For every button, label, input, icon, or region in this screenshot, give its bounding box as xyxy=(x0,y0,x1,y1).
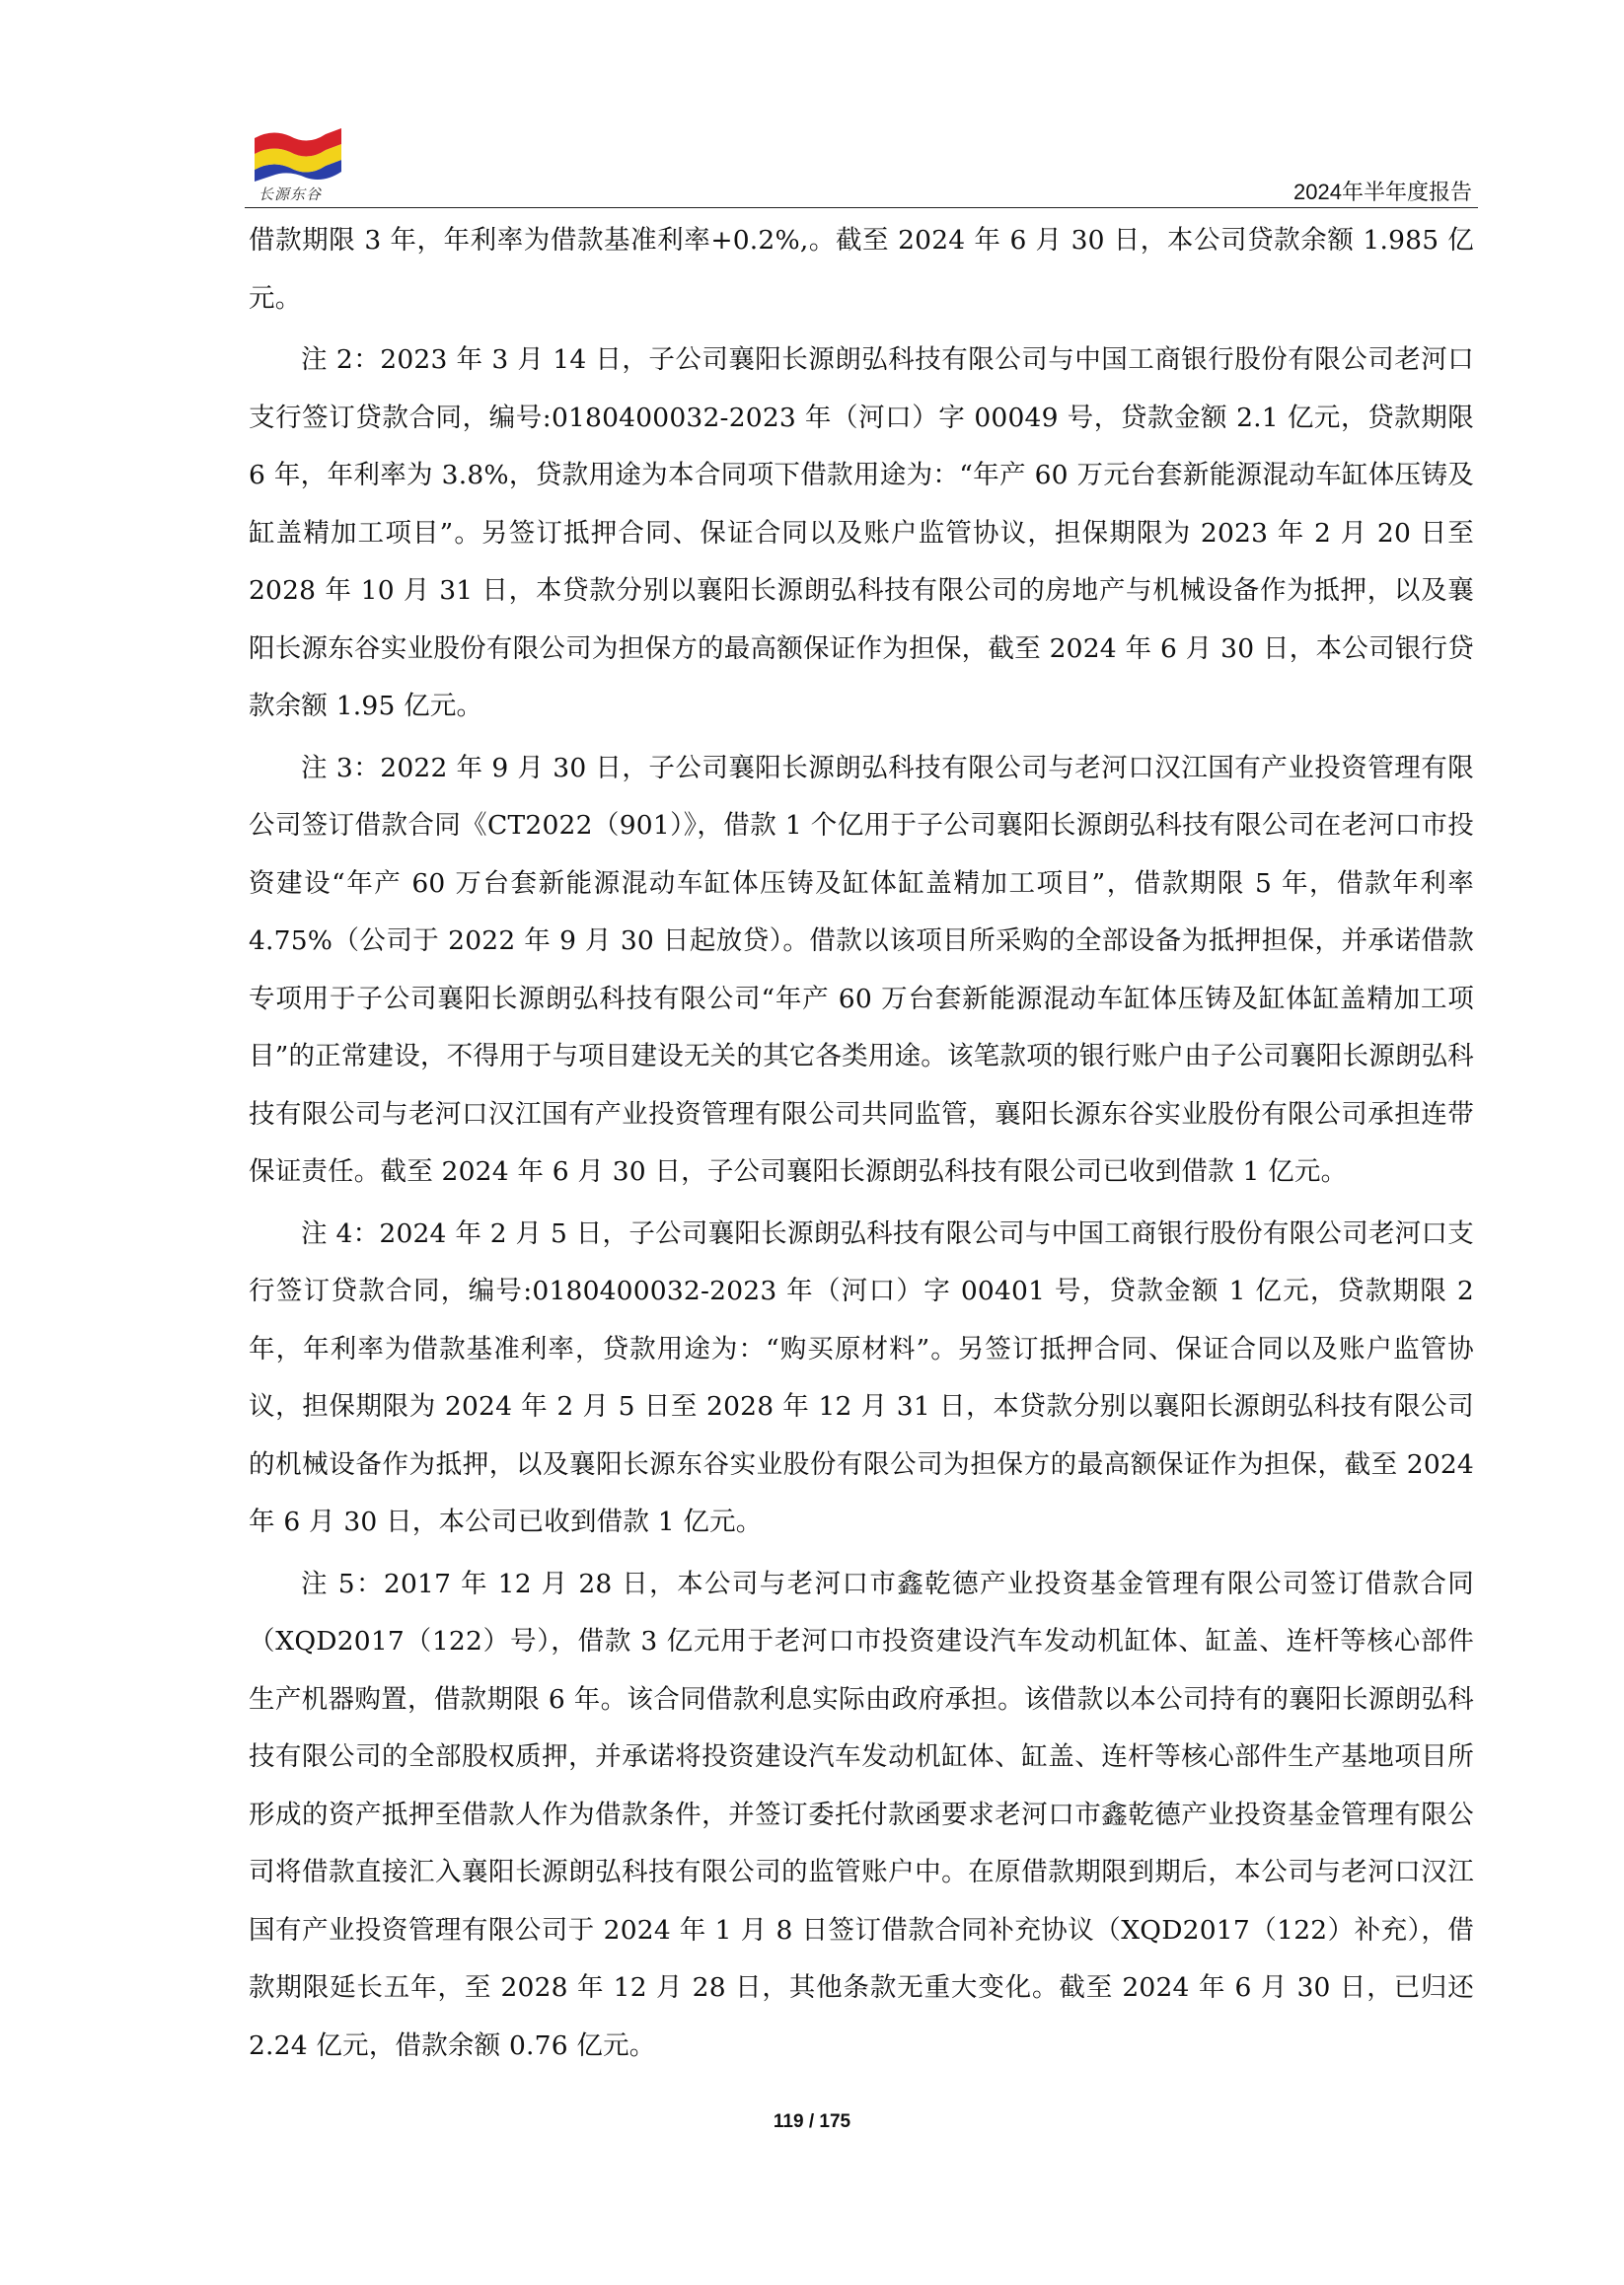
paragraph-note-2: 注 2：2023 年 3 月 14 日，子公司襄阳长源朗弘科技有限公司与中国工商银行股份有限公司老河口支行签订贷款合同，编号:0180400032-2023 年（河口）字 00049 号，贷款金额 2.1 亿元，贷款期限 6 年，年利率为 3.8%，贷款用途为本合同项下借款用途为：“年产 60 万元台套新能源混动车缸体压铸及缸盖精加工项目”。另签订抵押合同、保证合同以及账户监管协议，担保期限为 2023 年 2 月 20 日至 2028 年 10 月 31 日，本贷款分别以襄阳长源朗弘科技有限公司的房地产与机械设备作为抵押，以及襄阳长源东谷实业股份有限公司为担保方的最高额保证作为担保，截至 2024 年 6 月 30 日，本公司银行贷款余额 1.95 亿元。 xyxy=(249,344,1474,721)
paragraph-continuation: 借款期限 3 年，年利率为借款基准利率+0.2%,。截至 2024 年 6 月 30 日，本公司贷款余额 1.985 亿元。 xyxy=(249,225,1474,314)
document-body xyxy=(249,212,1474,2079)
company-logo-mark-icon xyxy=(253,120,343,184)
page-header xyxy=(245,116,1478,207)
paragraph-note-4: 注 4：2024 年 2 月 5 日，子公司襄阳长源朗弘科技有限公司与中国工商银行股份有限公司老河口支行签订贷款合同，编号:0180400032-2023 年（河口）字 00401 号，贷款金额 1 亿元，贷款期限 2 年，年利率为借款基准利率，贷款用途为：“购买原材料”。另签订抵押合同、保证合同以及账户监管协议，担保期限为 2024 年 2 月 5 日至 2028 年 12 月 31 日，本贷款分别以襄阳长源朗弘科技有限公司的机械设备作为抵押，以及襄阳长源东谷实业股份有限公司为担保方的最高额保证作为担保，截至 2024 年 6 月 30 日，本公司已收到借款 1 亿元。 xyxy=(249,1217,1474,1537)
header-divider xyxy=(245,207,1478,208)
paragraph-note-3: 注 3：2022 年 9 月 30 日，子公司襄阳长源朗弘科技有限公司与老河口汉江国有产业投资管理有限公司签订借款合同《CT2022（901）》，借款 1 个亿用于子公司襄阳长源朗弘科技有限公司在老河口市投资建设“年产 60 万台套新能源混动车缸体压铸及缸体缸盖精加工项目”，借款期限 5 年，借款年利率 4.75%（公司于 2022 年 9 月 30 日起放贷）。借款以该项目所采购的全部设备为抵押担保，并承诺借款专项用于子公司襄阳长源朗弘科技有限公司“年产 60 万台套新能源混动车缸体压铸及缸体缸盖精加工项目”的正常建设，不得用于与项目建设无关的其它各类用途。该笔款项的银行账户由子公司襄阳长源朗弘科技有限公司与老河口汉江国有产业投资管理有限公司共同监管，襄阳长源东谷实业股份有限公司承担连带保证责任。截至 2024 年 6 月 30 日，子公司襄阳长源朗弘科技有限公司已收到借款 1 亿元。 xyxy=(249,752,1474,1187)
page-number: 119 / 175 xyxy=(773,2111,851,2132)
logo-text: 长源东谷 xyxy=(258,185,323,203)
company-logo xyxy=(253,120,343,203)
paragraph-note-5: 注 5：2017 年 12 月 28 日，本公司与老河口市鑫乾德产业投资基金管理有限公司签订借款合同（XQD2017（122）号），借款 3 亿元用于老河口市投资建设汽车发动机缸体、缸盖、连杆等核心部件生产机器购置，借款期限 6 年。该合同借款利息实际由政府承担。该借款以本公司持有的襄阳长源朗弘科技有限公司的全部股权质押，并承诺将投资建设汽车发动机缸体、缸盖、连杆等核心部件生产基地项目所形成的资产抵押至借款人作为借款条件，并签订委托付款函要求老河口市鑫乾德产业投资基金管理有限公司将借款直接汇入襄阳长源朗弘科技有限公司的监管账户中。在原借款期限到期后，本公司与老河口汉江国有产业投资管理有限公司于 2024 年 1 月 8 日签订借款合同补充协议（XQD2017（122）补充），借款期限延长五年，至 2028 年 12 月 28 日，其他条款无重大变化。截至 2024 年 6 月 30 日，已归还 2.24 亿元，借款余额 0.76 亿元。 xyxy=(249,1568,1474,2061)
report-title: 2024年半年度报告 xyxy=(1293,180,1472,204)
